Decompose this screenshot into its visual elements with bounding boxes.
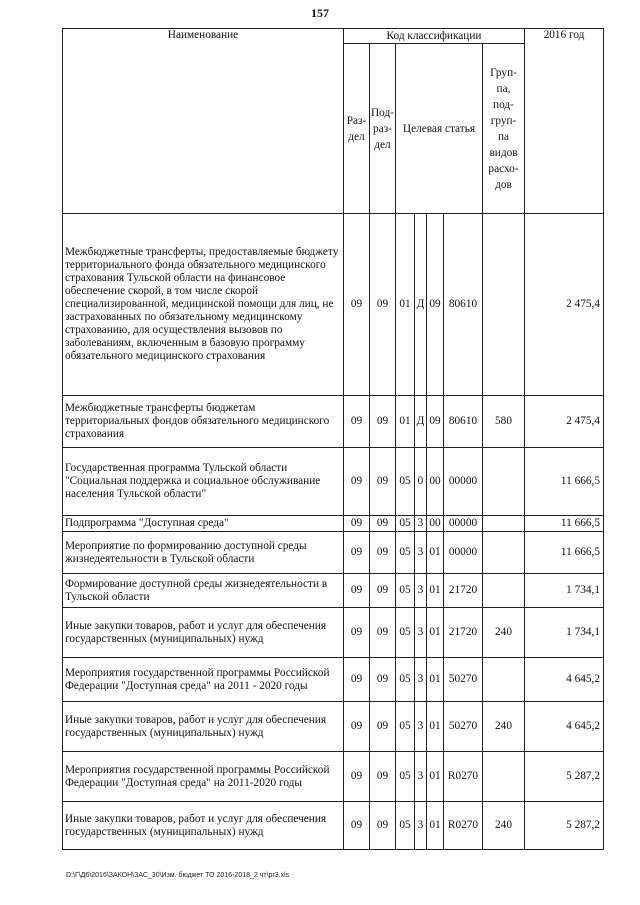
- cell-name: Мероприятие по формированию доступной среды жизнедеятельности в Тульской области: [63, 532, 344, 574]
- cell-name: Подпрограмма "Доступная среда": [63, 516, 344, 532]
- cell-cs-direction: 50270: [444, 658, 483, 702]
- cell-cs-event: 01: [427, 574, 444, 608]
- page-number: 157: [311, 6, 329, 20]
- cell-cs-direction: 21720: [444, 574, 483, 608]
- cell-podrazdel: 09: [370, 574, 396, 608]
- header-expense-group: Груп- па, под- груп- па видов расхо- дов: [483, 44, 525, 214]
- cell-cs-program: 05: [396, 448, 415, 516]
- cell-razdel: 09: [344, 608, 370, 658]
- cell-cs-direction: 50270: [444, 702, 483, 752]
- cell-cs-direction: 21720: [444, 608, 483, 658]
- cell-cs-program: 05: [396, 532, 415, 574]
- cell-expense-type: [483, 752, 525, 802]
- cell-cs-direction: 00000: [444, 532, 483, 574]
- cell-cs-subprogram: 3: [415, 574, 427, 608]
- cell-expense-type: [483, 574, 525, 608]
- cell-podrazdel: 09: [370, 396, 396, 448]
- cell-amount: 5 287,2: [525, 802, 604, 850]
- cell-cs-direction: 00000: [444, 448, 483, 516]
- cell-cs-event: 09: [427, 396, 444, 448]
- table-row: [63, 574, 604, 608]
- cell-expense-type: [483, 532, 525, 574]
- cell-name: Мероприятия государственной программы Российской Федерации "Доступная среда" на 2011-2020 годы: [63, 752, 344, 802]
- cell-podrazdel: 09: [370, 658, 396, 702]
- cell-amount: 5 287,2: [525, 752, 604, 802]
- cell-cs-direction: 80610: [444, 396, 483, 448]
- cell-cs-program: 05: [396, 702, 415, 752]
- cell-cs-subprogram: Д: [415, 396, 427, 448]
- cell-cs-subprogram: 3: [415, 702, 427, 752]
- cell-cs-program: 01: [396, 214, 415, 396]
- cell-amount: 4 645,2: [525, 702, 604, 752]
- cell-cs-subprogram: 3: [415, 532, 427, 574]
- cell-name: Формирование доступной среды жизнедеятельности в Тульской области: [63, 574, 344, 608]
- cell-cs-subprogram: 3: [415, 752, 427, 802]
- table-row: [63, 702, 604, 752]
- cell-cs-event: 00: [427, 516, 444, 532]
- cell-cs-event: 01: [427, 802, 444, 850]
- cell-name: Иные закупки товаров, работ и услуг для обеспечения государственных (муниципальных) нужд: [63, 608, 344, 658]
- cell-name: Государственная программа Тульской области "Социальная поддержка и социальное обслуживание населения Тульской области": [63, 448, 344, 516]
- footer-file-path: D:\Г\Д6\2016\ЗАКОН\ЗАС_30\Изм. бюджет ТО 2016-2018_2 чт\pr3.xls: [66, 872, 290, 879]
- cell-razdel: 09: [344, 752, 370, 802]
- cell-cs-subprogram: 3: [415, 802, 427, 850]
- cell-expense-type: [483, 516, 525, 532]
- cell-cs-subprogram: 3: [415, 658, 427, 702]
- cell-podrazdel: 09: [370, 516, 396, 532]
- cell-cs-program: 05: [396, 752, 415, 802]
- cell-cs-event: 00: [427, 448, 444, 516]
- cell-name: Иные закупки товаров, работ и услуг для обеспечения государственных (муниципальных) нужд: [63, 802, 344, 850]
- cell-podrazdel: 09: [370, 702, 396, 752]
- table-row: [63, 214, 604, 396]
- cell-expense-type: [483, 658, 525, 702]
- cell-name: Иные закупки товаров, работ и услуг для обеспечения государственных (муниципальных) нужд: [63, 702, 344, 752]
- cell-amount: 2 475,4: [525, 214, 604, 396]
- cell-amount: 11 666,5: [525, 448, 604, 516]
- cell-razdel: 09: [344, 532, 370, 574]
- cell-podrazdel: 09: [370, 214, 396, 396]
- cell-podrazdel: 09: [370, 608, 396, 658]
- cell-razdel: 09: [344, 574, 370, 608]
- cell-cs-program: 05: [396, 658, 415, 702]
- cell-cs-program: 01: [396, 396, 415, 448]
- cell-cs-program: 05: [396, 608, 415, 658]
- cell-expense-type: 240: [483, 702, 525, 752]
- cell-expense-type: [483, 214, 525, 396]
- cell-razdel: 09: [344, 396, 370, 448]
- cell-cs-event: 01: [427, 532, 444, 574]
- cell-cs-direction: R0270: [444, 752, 483, 802]
- cell-cs-event: 01: [427, 702, 444, 752]
- cell-razdel: 09: [344, 448, 370, 516]
- cell-cs-event: 01: [427, 658, 444, 702]
- table-row: [63, 658, 604, 702]
- cell-amount: 4 645,2: [525, 658, 604, 702]
- cell-razdel: 09: [344, 802, 370, 850]
- cell-amount: 1 734,1: [525, 608, 604, 658]
- cell-expense-type: [483, 448, 525, 516]
- table-row: [63, 532, 604, 574]
- cell-razdel: 09: [344, 702, 370, 752]
- cell-cs-direction: 80610: [444, 214, 483, 396]
- cell-amount: 2 475,4: [525, 396, 604, 448]
- cell-cs-program: 05: [396, 516, 415, 532]
- cell-cs-program: 05: [396, 802, 415, 850]
- cell-podrazdel: 09: [370, 802, 396, 850]
- cell-name: Мероприятия государственной программы Российской Федерации "Доступная среда" на 2011 - 2020 годы: [63, 658, 344, 702]
- header-row: [63, 29, 604, 44]
- cell-expense-type: 240: [483, 802, 525, 850]
- header-subsection: Под- раз- дел: [370, 44, 396, 214]
- table-row: [63, 752, 604, 802]
- header-year: 2016 год: [525, 29, 604, 214]
- cell-cs-subprogram: Д: [415, 214, 427, 396]
- header-classification: Код классификации: [344, 29, 525, 44]
- cell-podrazdel: 09: [370, 448, 396, 516]
- cell-cs-program: 05: [396, 574, 415, 608]
- cell-cs-direction: 00000: [444, 516, 483, 532]
- cell-cs-event: 01: [427, 752, 444, 802]
- header-name: Наименование: [63, 29, 344, 214]
- cell-podrazdel: 09: [370, 532, 396, 574]
- header-section: Раз- дел: [344, 44, 370, 214]
- cell-name: Межбюджетные трансферты, предоставляемые бюджету территориального фонда обязательного медицинского страхования Тульской области на финансовое обеспечение скорой, в том числе скорой специализированной, медицинской помощи для лиц, не застрахованных по обязательному медицинскому страхованию, для осуществления вызовов по заболеваниям, включенным в базовую программу обязательного медицинского страхования: [63, 214, 344, 396]
- budget-table: [62, 28, 604, 850]
- table-row: [63, 516, 604, 532]
- table-row: [63, 396, 604, 448]
- cell-podrazdel: 09: [370, 752, 396, 802]
- cell-amount: 1 734,1: [525, 574, 604, 608]
- cell-expense-type: 580: [483, 396, 525, 448]
- table-row: [63, 608, 604, 658]
- cell-expense-type: 240: [483, 608, 525, 658]
- cell-amount: 11 666,5: [525, 516, 604, 532]
- cell-cs-subprogram: 3: [415, 608, 427, 658]
- table-row: [63, 448, 604, 516]
- cell-razdel: 09: [344, 516, 370, 532]
- table-row: [63, 802, 604, 850]
- cell-cs-direction: R0270: [444, 802, 483, 850]
- header-target-article: Целевая статья: [396, 44, 483, 214]
- cell-amount: 11 666,5: [525, 532, 604, 574]
- cell-cs-event: 01: [427, 608, 444, 658]
- cell-razdel: 09: [344, 214, 370, 396]
- cell-cs-event: 09: [427, 214, 444, 396]
- cell-cs-subprogram: 0: [415, 448, 427, 516]
- cell-cs-subprogram: 3: [415, 516, 427, 532]
- cell-razdel: 09: [344, 658, 370, 702]
- cell-name: Межбюджетные трансферты бюджетам территориальных фондов обязательного медицинского страхования: [63, 396, 344, 448]
